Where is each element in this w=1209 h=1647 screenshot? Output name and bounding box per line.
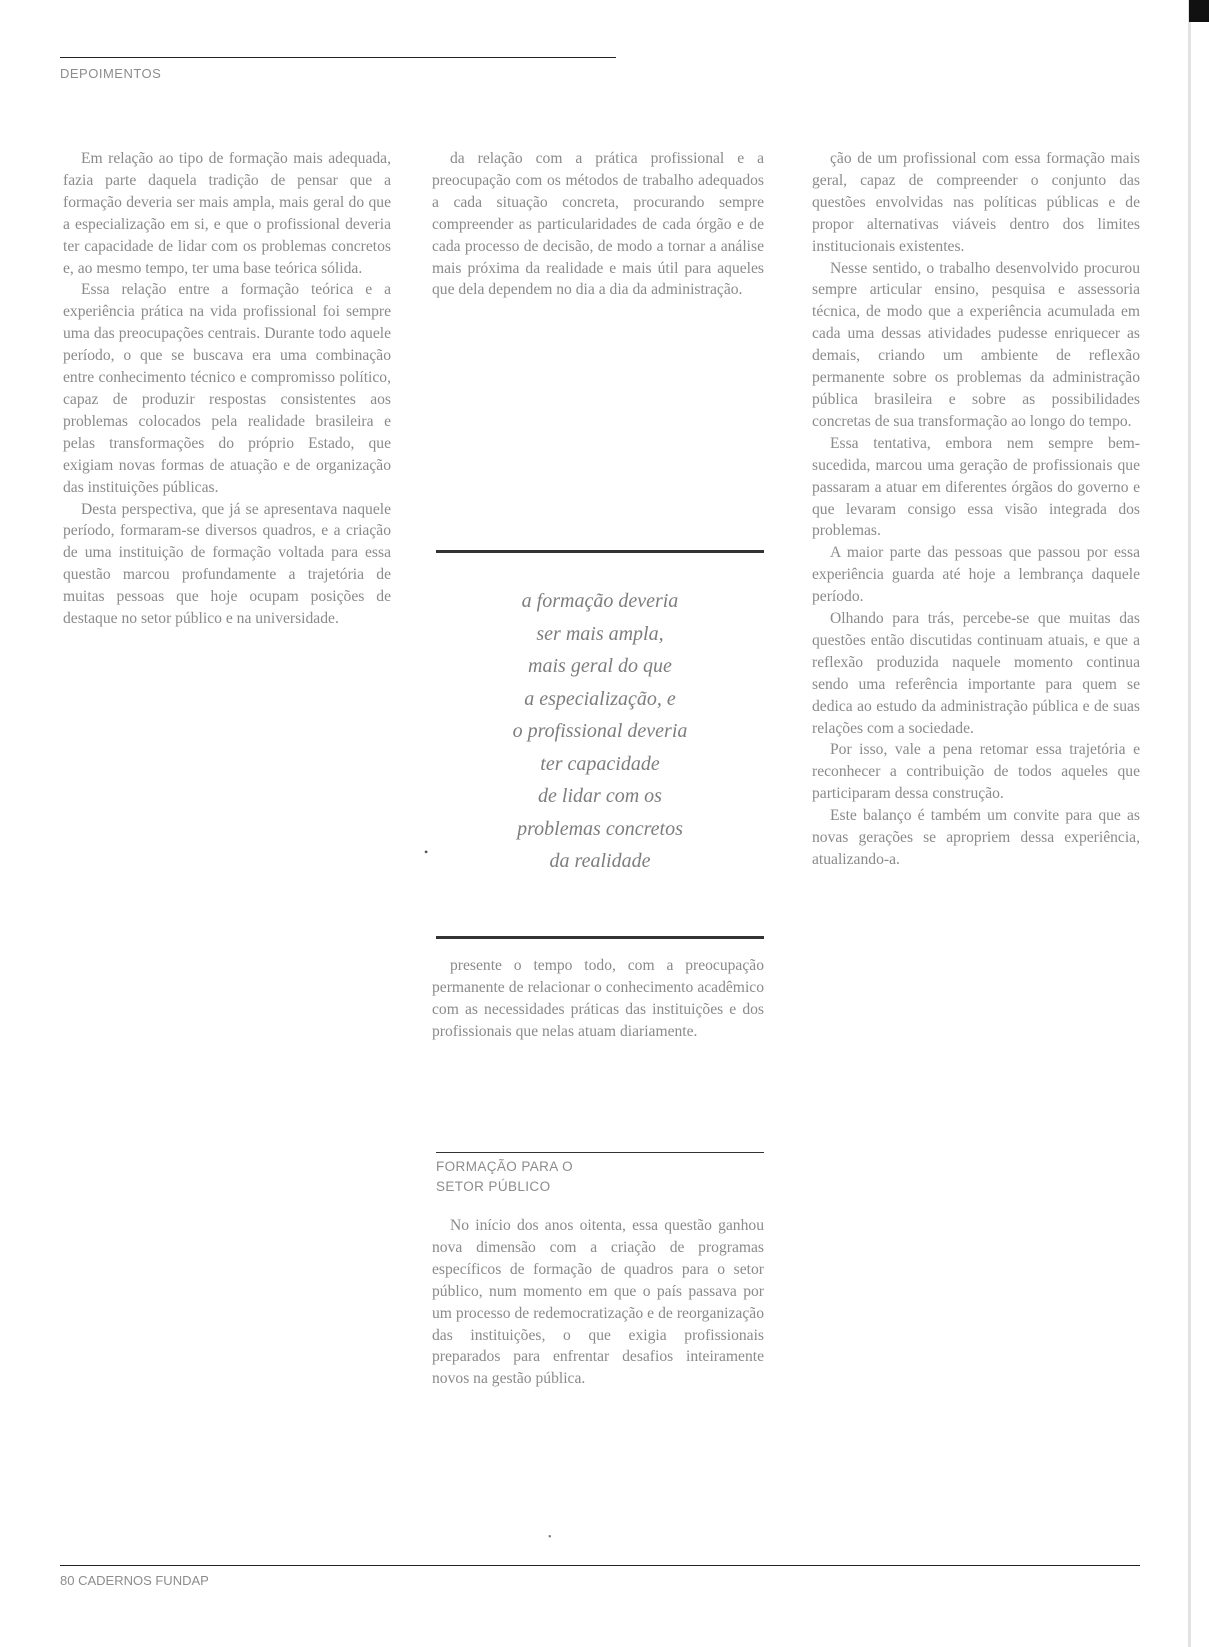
margin-mark: • [424, 845, 429, 859]
paragraph: Por isso, vale a pena retomar essa trajetória e reconhecer a contribuição de todos aqueles que participaram dessa construção. [812, 741, 1140, 803]
footer-text: 80 CADERNOS FUNDAP [60, 1573, 209, 1588]
paragraph: Este balanço é também um convite para que as novas gerações se apropriem dessa experiência, atualizando-a. [812, 807, 1140, 868]
section-heading-line: SETOR PÚBLICO [436, 1179, 551, 1194]
paragraph: da relação com a prática profissional e a preocupação com os métodos de trabalho adequados a cada situação concreta, procurando sempre compreender as particularidades de cada órgão e de cada processo de decisão, de modo a tornar a análise mais próxima da realidade e mais útil para aqueles que dela dependem no dia a dia da administração. [432, 150, 764, 299]
column-2-bottom [432, 1215, 764, 1515]
paragraph: ção de um profissional com essa formação mais geral, capaz de compreender o conjunto das questões envolvidas nas políticas públicas e de propor alternativas viáveis dentro dos limites institucionais existentes. [812, 150, 1140, 255]
pullquote-line: mais geral do que [528, 655, 672, 677]
paragraph: presente o tempo todo, com a preocupação permanente de relacionar o conhecimento acadêmico com as necessidades práticas das instituições e dos profissionais que nelas atuam diariamente. [432, 957, 764, 1040]
section-heading-line: FORMAÇÃO PARA O [436, 1159, 574, 1174]
pullquote-line: da realidade [549, 850, 651, 872]
paragraph: A maior parte das pessoas que passou por essa experiência guarda até hoje a lembrança daquele período. [812, 544, 1140, 606]
paragraph: Desta perspectiva, que já se apresentava naquele período, formaram-se diversos quadros, e a criação de uma instituição de formação voltada para essa questão marcou profundamente a trajetória de muitas pessoas que hoje ocupam posições de destaque no setor público e na universidade. [63, 500, 391, 628]
pullquote [436, 585, 764, 878]
page-dot: • [548, 1532, 552, 1543]
paragraph: Nesse sentido, o trabalho desenvolvido procurou sempre articular ensino, pesquisa e assessoria técnica, de modo que a experiência acumulada em cada uma dessas atividades pudesse enriquecer as demais, criando um ambiente de reflexão permanente sobre os problemas da administração pública brasileira e sobre as possibilidades concretas de sua transformação ao longo do tempo. [812, 259, 1140, 430]
scan-edge [1188, 0, 1191, 1647]
pullquote-line: problemas concretos [517, 817, 683, 840]
paragraph: Essa tentativa, embora nem sempre bem-sucedida, marcou uma geração de profissionais que passaram a atuar em diferentes órgãos do governo e que levaram consigo essa visão integrada dos problemas. [812, 434, 1140, 540]
scan-corner [1189, 0, 1209, 22]
section-heading [436, 1157, 573, 1197]
pullquote-line: o profissional deveria [512, 720, 688, 742]
pullquote-line: ser mais ampla, [536, 622, 664, 645]
pullquote-line: ter capacidade [540, 752, 660, 775]
column-1 [63, 148, 391, 1513]
column-3 [812, 148, 1140, 1513]
pullquote-top-rule [436, 550, 764, 553]
pullquote-line: de lidar com os [538, 785, 662, 807]
pullquote-line: a formação deveria [521, 590, 679, 612]
bottom-rule [60, 1565, 1140, 1566]
pullquote-line: a especialização, e [524, 687, 676, 710]
paragraph: Essa relação entre a formação teórica e a experiência prática na vida profissional foi sempre uma das preocupações centrais. Durante todo aquele período, o que se buscava era uma combinação entre conhecimento técnico e compromisso político, capaz de produzir respostas consistentes aos problemas colocados pela realidade brasileira e pelas transformações do próprio Estado, que exigiam novas formas de atuação e de organização das instituições públicas. [63, 281, 391, 496]
paragraph: Olhando para trás, percebe-se que muitas das questões então discutidas continuam atuais, e que a reflexão produzida naquele momento continua sendo uma referência importante para quem se dedica ao estudo da administração pública e de suas relações com a sociedade. [812, 610, 1140, 737]
section-rule [436, 1152, 764, 1153]
top-rule [60, 57, 616, 58]
column-2-middle [432, 955, 764, 1145]
column-2-top [432, 148, 764, 503]
running-head: DEPOIMENTOS [60, 66, 162, 81]
paragraph: Em relação ao tipo de formação mais adequada, fazia parte daquela tradição de pensar que a formação deveria ser mais ampla, mais geral do que a especialização em si, e que o profissional deveria ter capacidade de lidar com os problemas concretos e, ao mesmo tempo, ter uma base teórica sólida. [63, 150, 391, 277]
pullquote-bottom-rule [436, 936, 764, 939]
paragraph: No início dos anos oitenta, essa questão ganhou nova dimensão com a criação de programas específicos de formação de quadros para o setor público, num momento em que o país passava por um processo de redemocratização e de reorganização das instituições, o que exigia profissionais preparados para enfrentar desafios inteiramente novos na gestão pública. [432, 1217, 764, 1388]
